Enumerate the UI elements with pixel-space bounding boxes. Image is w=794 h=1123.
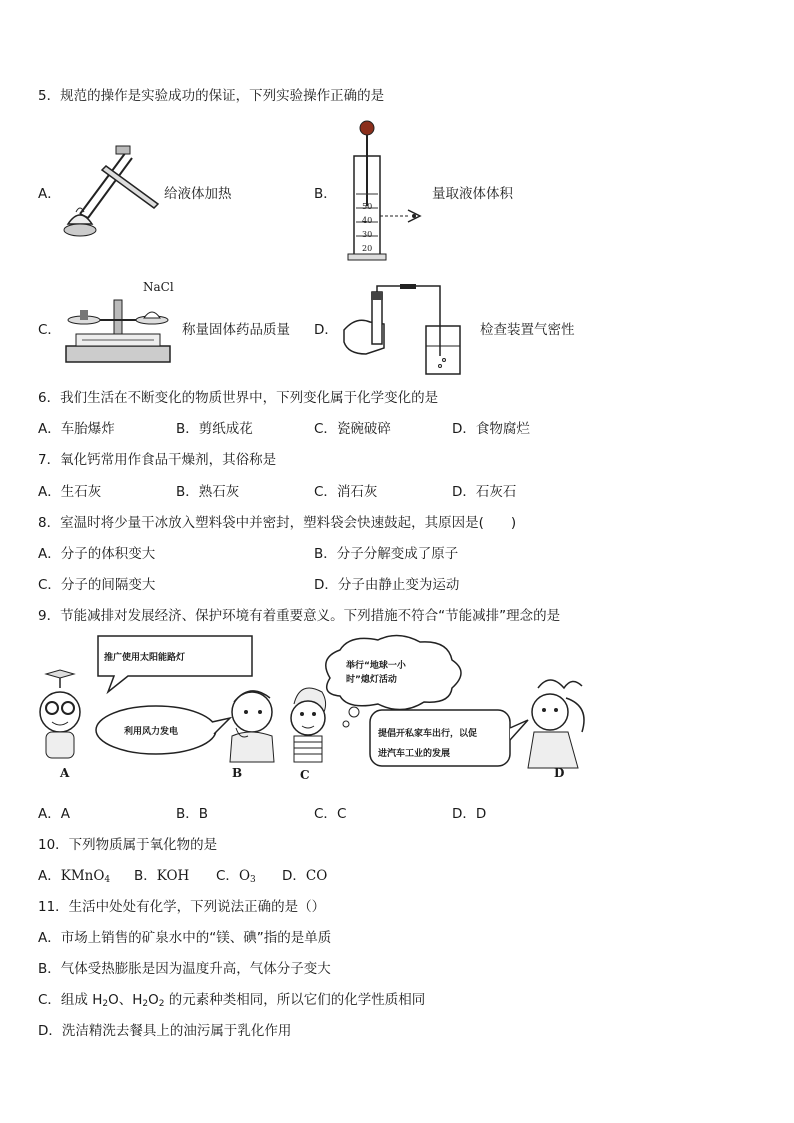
q7-option-c: C．消石灰 (314, 484, 378, 500)
q11-option-d: D．洗洁精洗去餐具上的油污属于乳化作用 (38, 1023, 292, 1039)
q7-stem: 7．氧化钙常用作食品干燥剂，其俗称是 (38, 452, 277, 468)
cylinder-scale (362, 200, 372, 256)
nacl-label: NaCl (143, 280, 174, 294)
bubble-d-line-2: 进汽车工业的发展 (378, 749, 451, 759)
q8-option-a: A．分子的体积变大 (38, 546, 156, 562)
q8-option-b: B．分子分解变成了原子 (314, 546, 459, 562)
bubble-c-line-1: 举行“地球一小 (346, 661, 406, 671)
q7-option-b: B．熟石灰 (176, 484, 240, 500)
bubble-c-line-2: 时”熄灯活动 (346, 675, 397, 685)
q11-stem: 11．生活中处处有化学，下列说法正确的是（） (38, 899, 326, 915)
q5-option-a-text: 给液体加热 (164, 186, 232, 202)
bubble-a-top: 推广使用太阳能路灯 (104, 653, 186, 663)
cylinder-mark-50: 50 (362, 202, 373, 211)
cylinder-mark-30: 30 (362, 230, 373, 239)
figure-letter-d: D (554, 766, 565, 780)
graduated-cylinder-figure (342, 116, 432, 264)
q5-option-c-text: 称量固体药品质量 (182, 322, 290, 338)
q5-stem: 5．规范的操作是实验成功的保证，下列实验操作正确的是 (38, 88, 385, 104)
q6-option-b: B．剪纸成花 (176, 421, 253, 437)
figure-letter-a: A (60, 766, 70, 780)
q5-option-c-label: C． (38, 322, 61, 338)
q7-option-a: A．生石灰 (38, 484, 102, 500)
q9-option-d: D．D (452, 806, 487, 822)
q10-option-d: D．CO (282, 868, 328, 884)
figure-letter-b: B (232, 766, 243, 780)
q11-option-c: C．组成 $H_2O$、$H_2O_2$ 的元素种类相同，所以它们的化学性质相同 (38, 992, 426, 1009)
q10-stem: 10．下列物质属于氧化物的是 (38, 837, 218, 853)
q7-option-d: D．石灰石 (452, 484, 517, 500)
q9-stem: 9．节能减排对发展经济、保护环境有着重要意义。下列措施不符合“节能减排”理念的是 (38, 608, 561, 624)
cylinder-mark-40: 40 (362, 216, 373, 225)
q6-option-d: D．食物腐烂 (452, 421, 530, 437)
bubble-d-line-1: 提倡开私家车出行，以促 (378, 729, 478, 739)
q5-option-d-label: D． (314, 322, 338, 338)
q6-option-c: C．瓷碗破碎 (314, 421, 391, 437)
q6-option-a: A．车胎爆炸 (38, 421, 115, 437)
q8-option-d: D．分子由静止变为运动 (314, 577, 460, 593)
q8-stem: 8．室温时将少量干冰放入塑料袋中并密封，塑料袋会快速鼓起，其原因是( ) (38, 515, 517, 531)
heating-liquid-figure (62, 142, 162, 242)
bubble-a-side: 利用风力发电 (124, 727, 179, 737)
q11-option-a: A．市场上销售的矿泉水中的“镁、碘”指的是单质 (38, 930, 332, 946)
q10-option-a: A．KMnO$_4$ (38, 868, 111, 885)
q9-option-b: B．B (176, 806, 209, 822)
q5-option-d-text: 检查装置气密性 (480, 322, 575, 338)
q9-option-a: A．A (38, 806, 70, 822)
q8-option-c: C．分子的间隔变大 (38, 577, 156, 593)
q5-option-b-label: B． (314, 186, 337, 202)
figure-letter-c: C (300, 768, 310, 782)
airtightness-check-figure (340, 282, 466, 376)
balance-scale-figure (62, 292, 174, 368)
cylinder-mark-20: 20 (362, 244, 373, 253)
q10-option-c: C．$O_3$ (216, 868, 256, 885)
q11-option-b: B．气体受热膨胀是因为温度升高，气体分子变大 (38, 961, 331, 977)
q5-option-a-label: A． (38, 186, 61, 202)
q10-option-b: B．KOH (134, 868, 190, 884)
q6-stem: 6．我们生活在不断变化的物质世界中，下列变化属于化学变化的是 (38, 390, 439, 406)
q5-option-b-text: 量取液体体积 (432, 186, 513, 202)
q9-option-c: C．C (314, 806, 347, 822)
